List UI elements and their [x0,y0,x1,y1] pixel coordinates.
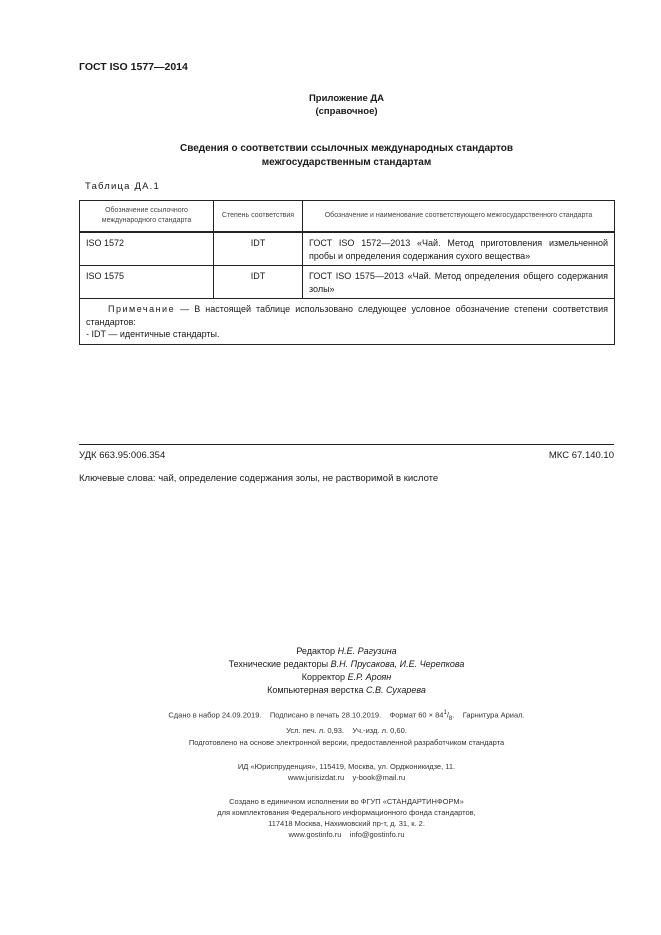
column-header-reference: Обозначение ссылочного международного стандарта [80,201,214,233]
imprint-print-data: Сдано в набор 24.09.2019. Подписано в печать 28.10.2019. Формат $60 \times 84^1/_8$. Гарнитура Ариал. Усл. печ. л. 0,93. Уч.-изд. л. 0,60. [168,710,525,735]
table-note-row [80,299,615,345]
footer-divider [79,444,614,445]
column-header-interstate-standard: Обозначение и наименование соответствующего межгосударственного стандарта [303,201,615,233]
credits-block [0,645,661,697]
section-title-line-2: межгосударственным стандартам [261,157,432,168]
cell-standard-title: ГОСТ ISO 1575—2013 «Чай. Метод определения общего содержания золы» [303,266,615,299]
publisher-email-link[interactable]: y-book@mail.ru [352,773,406,782]
cell-degree: IDT [214,266,303,299]
section-title-line-1: Сведения о соответствии ссылочных международных стандартов [179,143,514,154]
imprint-made-by: Создано в единичном исполнении во ФГУП «СТАНДАРТИНФОРМ» для комплектования Федерального информационного фонда стандартов, 117418 Москва, Нахимовский пр-т, д. 31, к. 2. www.gostinfo.ru info@gostinfo.ru [217,797,476,839]
udk-code: УДК 663.95:006.354 [79,450,166,461]
cell-standard-title: ГОСТ ISO 1572—2013 «Чай. Метод приготовления измельченной пробы и определения содержания сухого вещества» [303,232,615,266]
mks-code: МКС 67.140.10 [548,450,614,461]
cell-reference: ISO 1575 [80,266,214,299]
imprint-prepared: Подготовлено на основе электронной версии, предоставленной разработчиком стандарта [188,738,505,747]
gostinfo-email-link[interactable]: info@gostinfo.ru [349,830,405,839]
annex-heading [0,92,661,118]
table-row [80,266,615,299]
gostinfo-site-link[interactable]: www.gostinfo.ru [288,830,342,839]
annex-title: Приложение ДА [308,93,385,104]
table-header-row [80,201,615,233]
credit-layout: Компьютерная верстка С.В. Сухарева [267,685,426,695]
note-text: — В настоящей таблице использовано следующее условное обозначение степени соответствия стандартов: [86,304,608,327]
keywords: Ключевые слова: чай, определение содержания золы, не растворимой в кислоте [79,473,439,484]
table-caption: Таблица ДА.1 [85,181,160,192]
credit-tech-editors: Технические редакторы В.Н. Прусакова, И.Е. Черепкова [228,659,465,669]
document-id: ГОСТ ISO 1577—2014 [79,61,188,73]
table-note [80,299,615,345]
cell-reference: ISO 1572 [80,232,214,266]
correspondence-table [79,200,615,345]
note-label: Примечание [108,304,176,314]
imprint-publisher: ИД «Юриспруденция», 115419, Москва, ул. Орджоникидзе, 11. www.jurisizdat.ru y-book@mail.ru [237,762,456,782]
annex-subtitle: (справочное) [315,106,378,117]
section-title [0,142,661,170]
table-row [80,232,615,266]
cell-degree: IDT [214,232,303,266]
credit-proofreader: Корректор Е.Р. Ароян [301,672,392,682]
publisher-site-link[interactable]: www.jurisizdat.ru [287,773,345,782]
column-header-degree: Степень соответствия [214,201,303,233]
note-item: - IDT — идентичные стандарты. [86,329,220,339]
credit-editor: Редактор Н.Е. Рагузина [296,646,397,656]
